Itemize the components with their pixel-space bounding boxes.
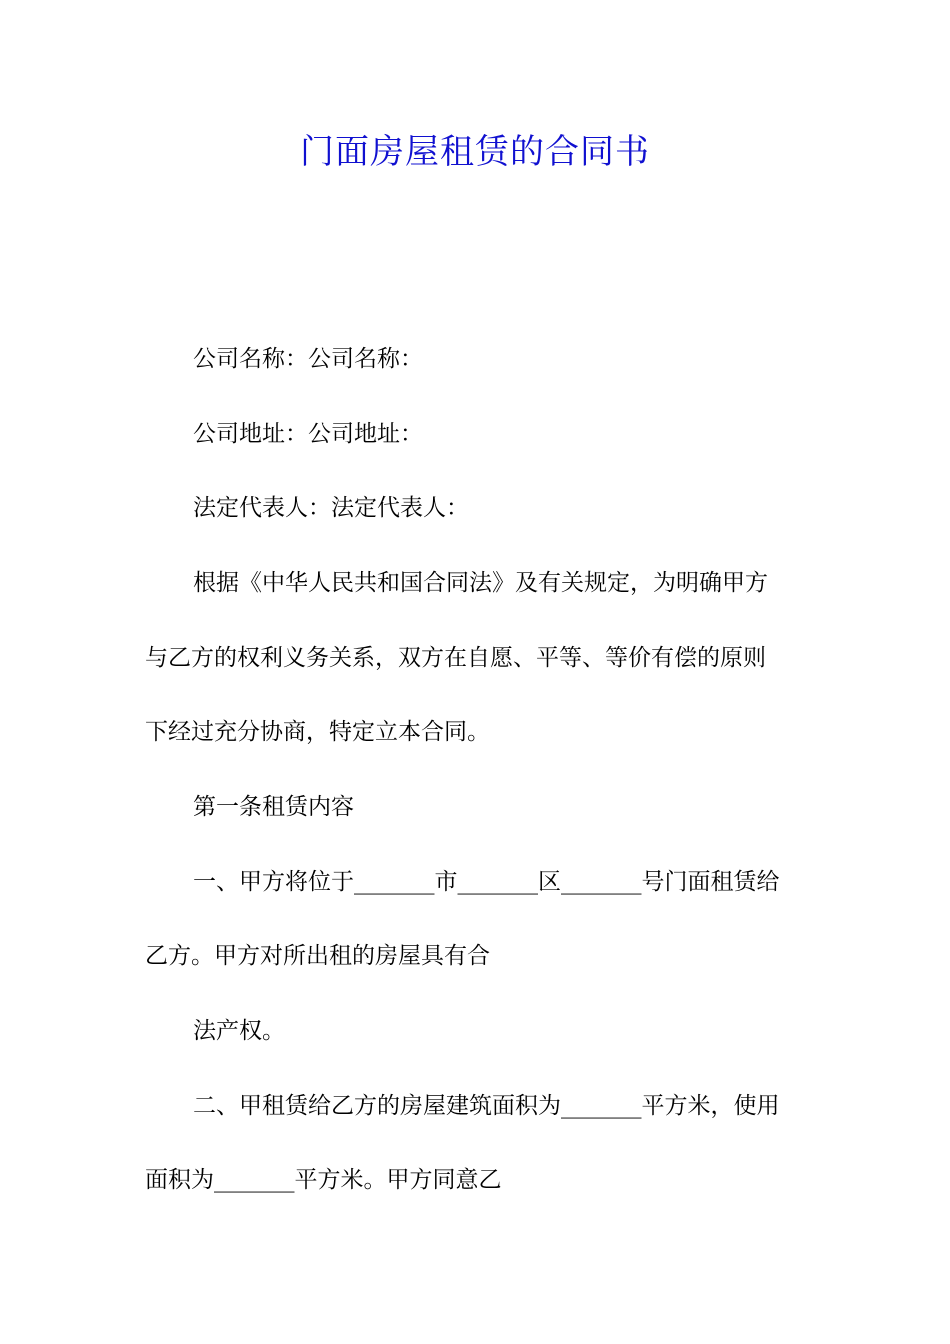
legal-representative-line: 法定代表人：法定代表人： xyxy=(193,495,469,521)
preamble-line-1: 根据《中华人民共和国合同法》及有关规定，为明确甲方 xyxy=(193,570,768,596)
clause-1-line-3: 法产权。 xyxy=(193,1018,285,1044)
article-1-heading: 第一条租赁内容 xyxy=(193,794,354,820)
preamble-line-2: 与乙方的权利义务关系，双方在自愿、平等、等价有偿的原则 xyxy=(145,645,766,671)
clause-2-line-1: 二、甲租赁给乙方的房屋建筑面积为_______平方米，使用 xyxy=(193,1093,780,1119)
clause-1-line-1: 一、甲方将位于_______市_______区_______号门面租赁给 xyxy=(193,869,780,895)
document-title: 门面房屋租赁的合同书 xyxy=(300,132,650,172)
preamble-line-3: 下经过充分协商，特定立本合同。 xyxy=(145,719,490,745)
company-name-line: 公司名称：公司名称： xyxy=(193,346,423,372)
clause-1-line-2: 乙方。甲方对所出租的房屋具有合 xyxy=(145,943,490,969)
company-address-line: 公司地址：公司地址： xyxy=(193,421,423,447)
clause-2-line-2: 面积为_______平方米。甲方同意乙 xyxy=(145,1167,502,1193)
